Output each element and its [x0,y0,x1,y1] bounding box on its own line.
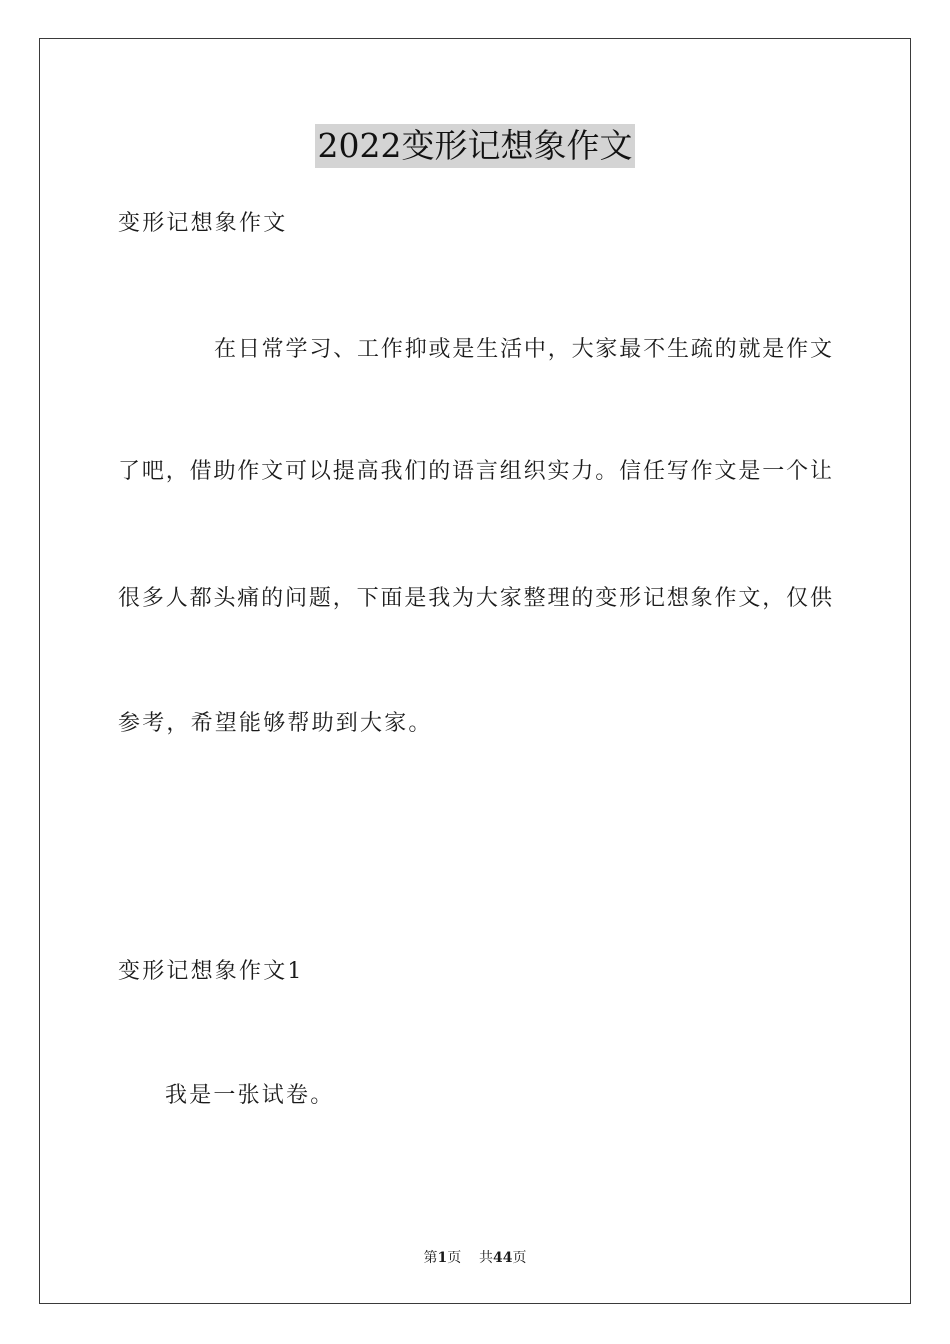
intro-line-2: 了吧，借助作文可以提高我们的语言组织实力。信任写作文是一个让 [118,459,832,484]
footer-page-prefix: 第 [423,1250,438,1266]
section-heading: 变形记想象作文1 [118,959,304,984]
footer-total-prefix: 共 [479,1250,494,1266]
title-container [0,124,950,168]
intro-line-4: 参考，希望能够帮助到大家。 [118,711,433,736]
intro-line-3: 很多人都头痛的问题，下面是我为大家整理的变形记想象作文，仅供 [118,586,832,611]
page-footer [0,1248,950,1268]
footer-page-number: 1 [437,1250,448,1266]
document-subtitle: 变形记想象作文 [118,211,288,236]
intro-line-1: 在日常学习、工作抑或是生活中，大家最不生疏的就是作文 [214,337,832,362]
footer-total-suffix: 页 [512,1250,527,1266]
footer-page-suffix: 页 [447,1250,462,1266]
section-first-line: 我是一张试卷。 [165,1083,335,1108]
footer-total-pages: 44 [493,1250,513,1266]
document-title: 2022变形记想象作文 [315,124,636,168]
